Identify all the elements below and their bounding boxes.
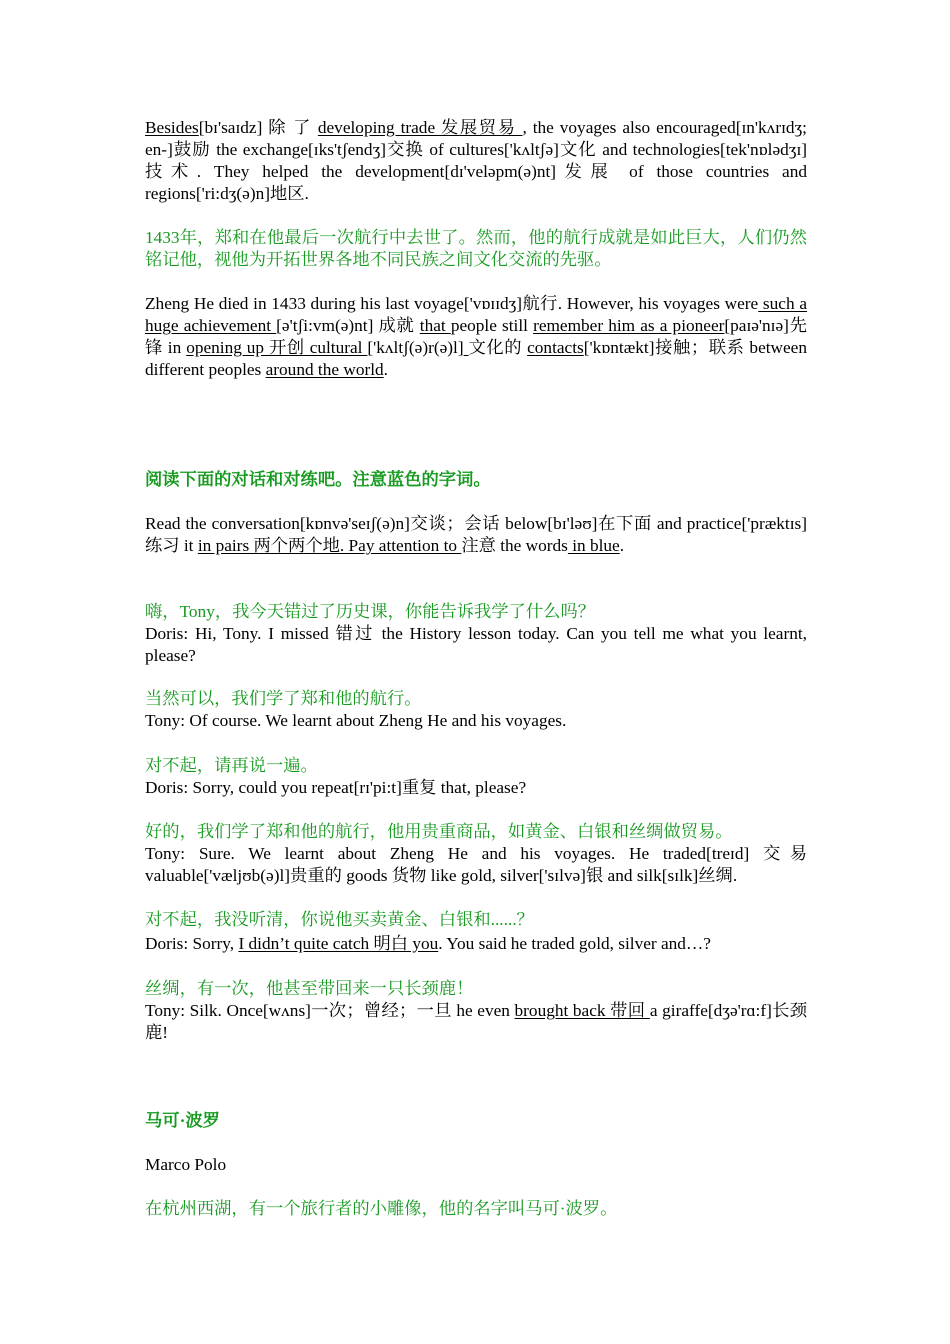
- text-run: Read the conversation[kɒnvə'seɪʃ(ə)n]交谈；会话 below[bɪ'ləʊ]在下面 and practice['præktɪs]练习 it: [145, 514, 807, 555]
- text-run: . You said he traded gold, silver and…?: [438, 934, 711, 953]
- text-run: a giraffe[dʒə'rɑ:f]长颈鹿!: [145, 1001, 807, 1042]
- underlined-phrase: in blue: [567, 536, 620, 555]
- paragraph-chinese-zhenghe-death: 1433年，郑和在他最后一次航行中去世了。然而，他的航行成就是如此巨大，人们仍然铭记他，视他为开拓世界各地不同民族之间文化交流的先驱。: [145, 228, 807, 269]
- underlined-phrase: that: [419, 316, 451, 335]
- dialogue-3-chinese: 对不起，请再说一遍。: [145, 756, 318, 775]
- text-run: .: [619, 536, 625, 555]
- text-run: Zheng He died in 1433 during his last voyage['vɒɪɪdʒ]航行. However, his voyages were: [145, 294, 759, 313]
- underlined-phrase: contacts: [527, 338, 584, 357]
- text-run: people still: [450, 316, 534, 335]
- text-run: Doris: Sorry,: [145, 934, 239, 953]
- underlined-phrase: developing trade 发展贸易: [317, 118, 523, 137]
- dialogue-5-english: [145, 933, 807, 955]
- underlined-phrase: remember him as a pioneer: [533, 316, 725, 335]
- underlined-phrase: I didn’t quite catch 明白 you: [238, 934, 439, 953]
- paragraph-chinese-west-lake: 在杭州西湖，有一个旅行者的小雕像，他的名字叫马可·波罗。: [145, 1199, 618, 1218]
- dialogue-1-english: Doris: Hi, Tony. I missed 错过 the History lesson today. Can you tell me what you learnt, please?: [145, 624, 807, 665]
- dialogue-2-chinese: 当然可以，我们学了郑和他的航行。: [145, 689, 422, 708]
- underlined-phrase: Besides: [145, 118, 199, 137]
- text-run: 注意 the words: [461, 536, 568, 555]
- text-run: [ə'tʃi:vm(ə)nt] 成就: [276, 316, 420, 335]
- underlined-phrase: brought back 带回: [514, 1001, 650, 1020]
- dialogue-6-chinese: 丝绸，有一次，他甚至带回来一只长颈鹿！: [145, 979, 474, 998]
- text-run: 文化的: [468, 338, 528, 357]
- text-run: ['kɒntækt]接触；联系 between different peoples: [145, 338, 807, 379]
- text-run: [bɪ'saɪdz] 除 了: [198, 118, 318, 137]
- underlined-phrase: opening up 开创 cultural: [186, 338, 368, 357]
- text-run: [paɪə'nɪə]先锋 in: [145, 316, 807, 357]
- underlined-phrase: around the world: [265, 360, 384, 379]
- dialogue-4-chinese: 好的，我们学了郑和他的航行，他用贵重商品，如黄金、白银和丝绸做贸易。: [145, 822, 733, 841]
- underlined-phrase: such a huge achievement: [145, 294, 807, 335]
- text-run: Tony: Silk. Once[wʌns]一次；曾经；一旦 he even: [145, 1001, 515, 1020]
- underlined-phrase: in pairs 两个两个地. Pay attention to: [197, 536, 462, 555]
- text-run: ['kʌltʃ(ə)r(ə)l]: [367, 338, 464, 357]
- dialogue-2-english: Tony: Of course. We learnt about Zheng He and his voyages.: [145, 711, 567, 730]
- paragraph-read-conversation: [145, 513, 807, 557]
- dialogue-5-chinese: 对不起，我没听清，你说他买卖黄金、白银和......？: [145, 910, 534, 929]
- section-heading-dialogue: 阅读下面的对话和对练吧。注意蓝色的字词。: [145, 470, 491, 489]
- paragraph-besides-trade: [145, 117, 807, 205]
- section-heading-marco-polo: 马可·波罗: [145, 1111, 220, 1130]
- dialogue-4-english: Tony: Sure. We learnt about Zheng He and his voyages. He traded[treɪd] 交易 valuable['væljʊb(ə)l]贵重的 goods 货物 like gold, silver['sɪlvə]银 and silk[sɪlk]丝绸.: [145, 844, 807, 885]
- text-run: , the voyages also encouraged[ɪn'kʌrɪdʒ; en-]鼓励 the exchange[ɪks'tʃendʒ]交换 of cultures['kʌltʃə]文化 and technologies[tek'nɒlədʒɪ]技术. They helped the development[dɪ'veləpm(ə)nt]发展 of those countries and regions['ri:dʒ(ə)n]地区.: [145, 118, 807, 203]
- paragraph-marco-polo: Marco Polo: [145, 1155, 227, 1174]
- paragraph-zhenghe-died: [145, 293, 807, 381]
- dialogue-1-chinese: 嗨，Tony，我今天错过了历史课，你能告诉我学了什么吗？: [145, 602, 596, 621]
- dialogue-6-english: [145, 1000, 807, 1044]
- dialogue-3-english: Doris: Sorry, could you repeat[rɪ'pi:t]重复 that, please?: [145, 778, 527, 797]
- text-run: .: [383, 360, 388, 379]
